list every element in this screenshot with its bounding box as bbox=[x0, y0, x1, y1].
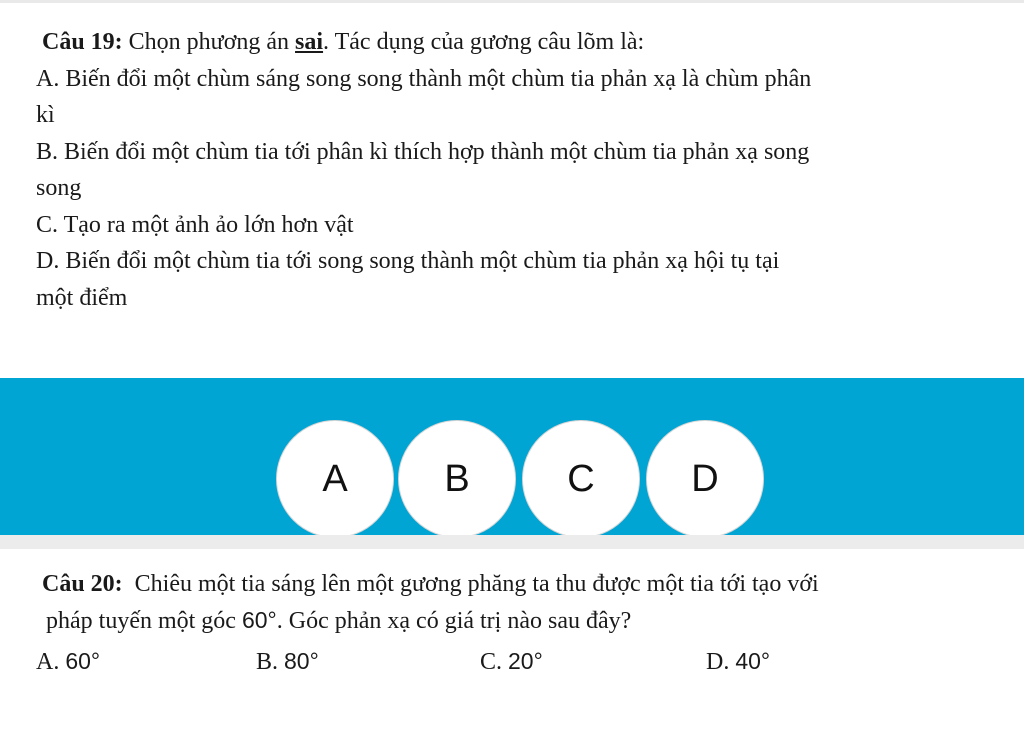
top-edge bbox=[0, 0, 1024, 3]
q20-option-b-value: 80° bbox=[284, 648, 319, 674]
question-19-suffix: . Tác dụng của gương câu lõm là: bbox=[323, 29, 645, 55]
question-20-line-2-pre: pháp tuyến một góc bbox=[46, 608, 242, 634]
question-19-label: Câu 19: bbox=[42, 29, 123, 55]
q20-option-c bbox=[480, 643, 543, 680]
q20-option-c-letter: C. bbox=[480, 649, 503, 675]
answer-button-c[interactable]: C bbox=[522, 420, 640, 538]
option-a-line-1: A. Biến đổi một chùm sáng song song thành một chùm tia phản xạ là chùm phân bbox=[36, 65, 812, 92]
question-20-line-2 bbox=[36, 602, 996, 639]
q20-option-a-value: 60° bbox=[65, 648, 101, 674]
q20-option-b bbox=[256, 643, 319, 680]
question-20-text: Chiêu một tia sáng lên một gương phăng ta thu được một tia tới tạo với bbox=[122, 571, 819, 597]
question-20 bbox=[36, 566, 996, 679]
question-20-options bbox=[36, 643, 996, 679]
q20-option-d bbox=[706, 643, 770, 680]
answer-band bbox=[0, 378, 1024, 535]
question-19 bbox=[36, 24, 996, 316]
question-20-angle: 60° bbox=[241, 607, 277, 633]
q20-option-d-value: 40° bbox=[735, 648, 771, 674]
question-19-prefix: Chọn phương án bbox=[122, 29, 296, 55]
option-d-line-1: D. Biến đổi một chùm tia tới song song thành một chùm tia phản xạ hội tụ tại bbox=[36, 248, 780, 274]
q20-option-d-letter: D. bbox=[706, 649, 730, 675]
q20-option-b-letter: B. bbox=[256, 649, 279, 675]
q20-option-a-letter: A. bbox=[36, 649, 60, 675]
q20-option-a bbox=[36, 643, 100, 680]
section-divider bbox=[0, 535, 1024, 549]
option-b-line-2: song bbox=[36, 175, 82, 201]
question-19-title bbox=[36, 24, 996, 61]
answer-button-b[interactable]: B bbox=[398, 420, 516, 538]
answer-button-a[interactable]: A bbox=[276, 420, 394, 538]
option-b-line-1: B. Biến đổi một chùm tia tới phân kì thích hợp thành một chùm tia phản xạ song bbox=[36, 138, 810, 165]
option-d-line-2: một điểm bbox=[36, 284, 128, 311]
question-20-line-1 bbox=[36, 566, 996, 602]
q20-option-c-value: 20° bbox=[508, 648, 543, 674]
option-c-line-1: C. Tạo ra một ảnh ảo lớn hơn vật bbox=[36, 211, 354, 238]
option-a-line-2: kì bbox=[36, 102, 55, 128]
question-20-label: Câu 20: bbox=[42, 571, 123, 597]
answer-button-d[interactable]: D bbox=[646, 420, 764, 538]
question-20-line-2-post: . Góc phản xạ có giá trị nào sau đây? bbox=[276, 608, 632, 634]
question-19-emphasis: sai bbox=[295, 29, 324, 55]
